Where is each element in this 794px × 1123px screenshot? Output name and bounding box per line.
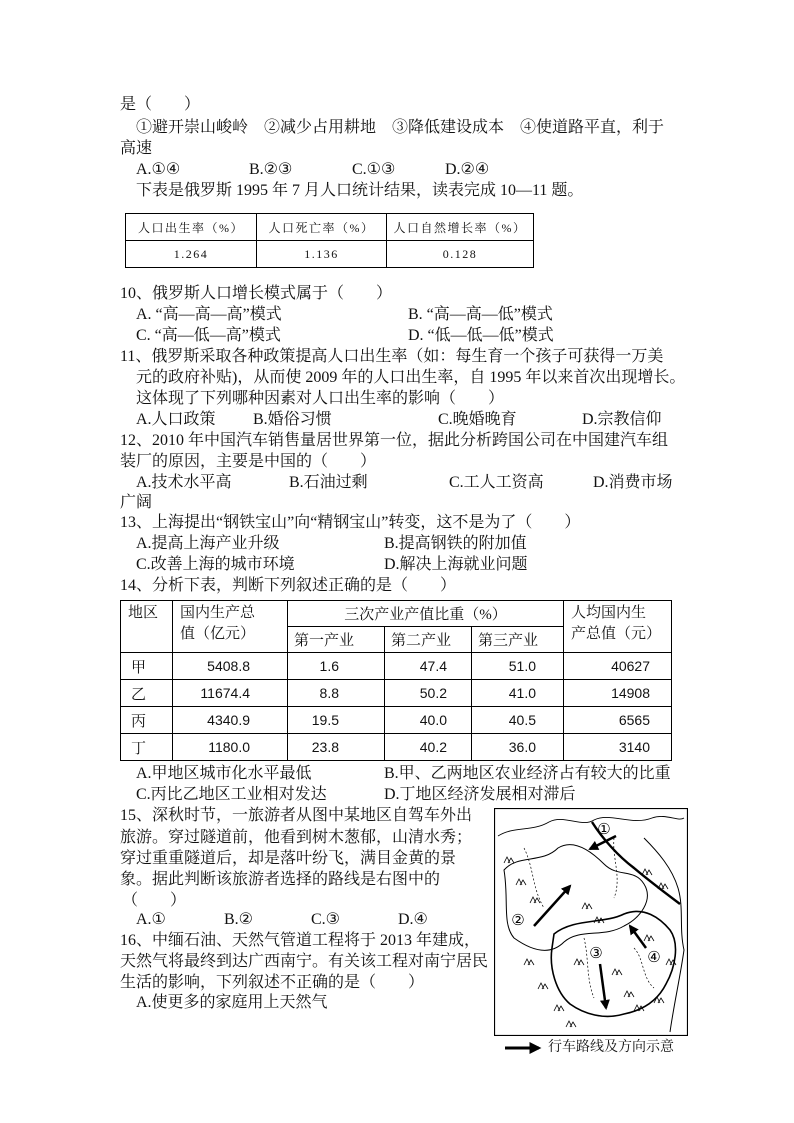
table-row <box>121 680 672 707</box>
table-row <box>121 707 672 734</box>
q15-stem-line: （ ） <box>122 892 187 909</box>
q10-choice-a: A. “高—高—高”模式 <box>136 306 282 323</box>
table2-cell-tertiary: 41.0 <box>472 680 564 707</box>
table2-cell-region: 甲 <box>121 653 173 680</box>
table1-header-growth: 人口自然增长率（%） <box>387 214 534 241</box>
q10-choice-c: C. “高—低—高”模式 <box>136 327 281 344</box>
q15-choice-a: A.① <box>136 911 166 928</box>
q9-choice-d: D.②④ <box>445 161 490 178</box>
table2-cell-per-capita: 3140 <box>564 734 672 761</box>
table2-cell-secondary: 40.0 <box>385 707 472 734</box>
table2-cell-gdp: 11674.4 <box>173 680 288 707</box>
table2-cell-primary: 1.6 <box>288 653 385 680</box>
q11-stem-line: 元的政府补贴)，从而使 2009 年的人口出生率，自 1995 年以来首次出现增长。 <box>136 369 686 386</box>
table2-cell-per-capita: 40627 <box>564 653 672 680</box>
table2-header-secondary: 第二产业 <box>385 627 472 653</box>
q15-choice-b: B.② <box>224 911 254 928</box>
table2-cell-primary: 23.8 <box>288 734 385 761</box>
table2-header-ratio-group: 三次产业产值比重（%） <box>288 601 564 627</box>
table2-cell-tertiary: 40.5 <box>472 707 564 734</box>
q15-choice-c: C.③ <box>311 911 341 928</box>
q14-choice-d: D.丁地区经济发展相对滞后 <box>384 786 576 803</box>
q11-choice-b: B.婚俗习惯 <box>253 411 332 428</box>
table2-cell-secondary: 40.2 <box>385 734 472 761</box>
q15-stem-line: 象。据此判断该旅游者选择的路线是右图中的 <box>120 871 441 888</box>
table2-cell-gdp: 1180.0 <box>173 734 288 761</box>
table2-header-primary: 第一产业 <box>288 627 385 653</box>
q15-stem-line: 穿过重重隧道后，却是落叶纷飞，满目金黄的景 <box>120 850 457 867</box>
table1-value-birth: 1.264 <box>126 241 257 268</box>
q14-choice-c: C.丙比乙地区工业相对发达 <box>136 786 327 803</box>
q12-stem-line: 装厂的原因，主要是中国的（ ） <box>120 453 377 470</box>
q14-choice-b: B.甲、乙两地区农业经济占有较大的比重 <box>384 765 671 782</box>
table1-header-birth: 人口出生率（%） <box>126 214 257 241</box>
q9-statements-cont: 高速 <box>120 140 153 157</box>
q14-choice-a: A.甲地区城市化水平最低 <box>136 765 312 782</box>
q14-stem: 14、分析下表，判断下列叙述正确的是（ ） <box>120 577 457 594</box>
q9-choice-c: C.①③ <box>352 161 396 178</box>
russia-population-table <box>125 213 534 268</box>
q12-choice-a: A.技术水平高 <box>136 474 232 491</box>
route-map <box>494 808 688 1036</box>
table1-value-death: 1.136 <box>257 241 387 268</box>
table1-value-growth: 0.128 <box>387 241 534 268</box>
route-label-2: ② <box>511 911 525 929</box>
table2-header-tertiary: 第三产业 <box>472 627 564 653</box>
table2-cell-gdp: 5408.8 <box>173 653 288 680</box>
q13-choice-b: B.提高钢铁的附加值 <box>384 535 527 552</box>
table-row <box>121 653 672 680</box>
table2-cell-tertiary: 51.0 <box>472 653 564 680</box>
q12-stem-line: 12、2010 年中国汽车销售量居世界第一位，据此分析跨国公司在中国建汽车组 <box>120 432 669 449</box>
q13-choice-c: C.改善上海的城市环境 <box>136 556 295 573</box>
table2-cell-secondary: 47.4 <box>385 653 472 680</box>
intro-10-11: 下表是俄罗斯 1995 年 7 月人口统计结果，读表完成 10—11 题。 <box>136 182 584 199</box>
table2-cell-primary: 19.5 <box>288 707 385 734</box>
table2-cell-gdp: 4340.9 <box>173 707 288 734</box>
q11-choice-c: C.晚婚晚育 <box>438 411 517 428</box>
table2-cell-tertiary: 36.0 <box>472 734 564 761</box>
table2-cell-region: 丙 <box>121 707 173 734</box>
q12-choice-d-cont: 广阔 <box>120 494 153 511</box>
q15-stem-line: 15、深秋时节，一旅游者从图中某地区自驾车外出 <box>120 807 473 824</box>
table2-cell-region: 丁 <box>121 734 173 761</box>
route-label-1: ① <box>597 820 611 838</box>
q13-choice-a: A.提高上海产业升级 <box>136 535 280 552</box>
q12-choice-c: C.工人工资高 <box>449 474 544 491</box>
legend-arrow-icon <box>503 1041 545 1055</box>
table2-header-per-capita: 人均国内生 产总值（元） <box>564 601 672 653</box>
table2-header-gdp: 国内生产总 值（亿元） <box>173 601 288 653</box>
q9-choice-b: B.②③ <box>249 161 293 178</box>
q9-statements: ①避开崇山峻岭 ②减少占用耕地 ③降低建设成本 ④使道路平直，利于 <box>136 119 665 136</box>
q10-stem: 10、俄罗斯人口增长模式属于（ ） <box>120 285 393 302</box>
table2-cell-per-capita: 14908 <box>564 680 672 707</box>
q16-choice-a: A.使更多的家庭用上天然气 <box>136 994 328 1011</box>
map-legend: 行车路线及方向示意 <box>548 1040 674 1055</box>
route-label-4: ④ <box>647 948 661 966</box>
q12-choice-d: D.消费市场 <box>593 474 673 491</box>
q16-stem-line: 16、中缅石油、天然气管道工程将于 2013 年建成， <box>120 932 481 949</box>
q11-choice-d: D.宗教信仰 <box>582 411 662 428</box>
q11-stem-line: 这体现了下列哪种因素对人口出生率的影响（ ） <box>136 390 505 407</box>
table2-cell-per-capita: 6565 <box>564 707 672 734</box>
q12-choice-b: B.石油过剩 <box>289 474 368 491</box>
q9-stem-end: 是（ ） <box>120 96 201 113</box>
table2-header-region: 地区 <box>121 601 173 653</box>
table2-cell-primary: 8.8 <box>288 680 385 707</box>
route-label-3: ③ <box>589 944 603 962</box>
q15-stem-line: 旅游。穿过隧道前，他看到树木葱郁，山清水秀； <box>120 829 473 846</box>
q9-choice-a: A.①④ <box>136 161 181 178</box>
q13-stem: 13、上海提出“钢铁宝山”向“精钢宝山”转变，这不是为了（ ） <box>120 514 581 531</box>
q10-choice-b: B. “高—高—低”模式 <box>408 306 553 323</box>
q13-choice-d: D.解决上海就业问题 <box>384 556 528 573</box>
q16-stem-line: 生活的影响，下列叙述不正确的是（ ） <box>120 974 425 991</box>
q11-stem-line: 11、俄罗斯采取各种政策提高人口出生率（如：每生育一个孩子可获得一万美 <box>120 348 664 365</box>
table-row <box>121 734 672 761</box>
q11-choice-a: A.人口政策 <box>136 411 216 428</box>
table1-header-death: 人口死亡率（%） <box>257 214 387 241</box>
q10-choice-d: D. “低—低—低”模式 <box>408 327 554 344</box>
table2-cell-region: 乙 <box>121 680 173 707</box>
q15-choice-d: D.④ <box>398 911 428 928</box>
table2-cell-secondary: 50.2 <box>385 680 472 707</box>
regional-economy-table <box>120 600 672 761</box>
q16-stem-line: 天然气将最终到达广西南宁。有关该工程对南宁居民 <box>120 953 489 970</box>
